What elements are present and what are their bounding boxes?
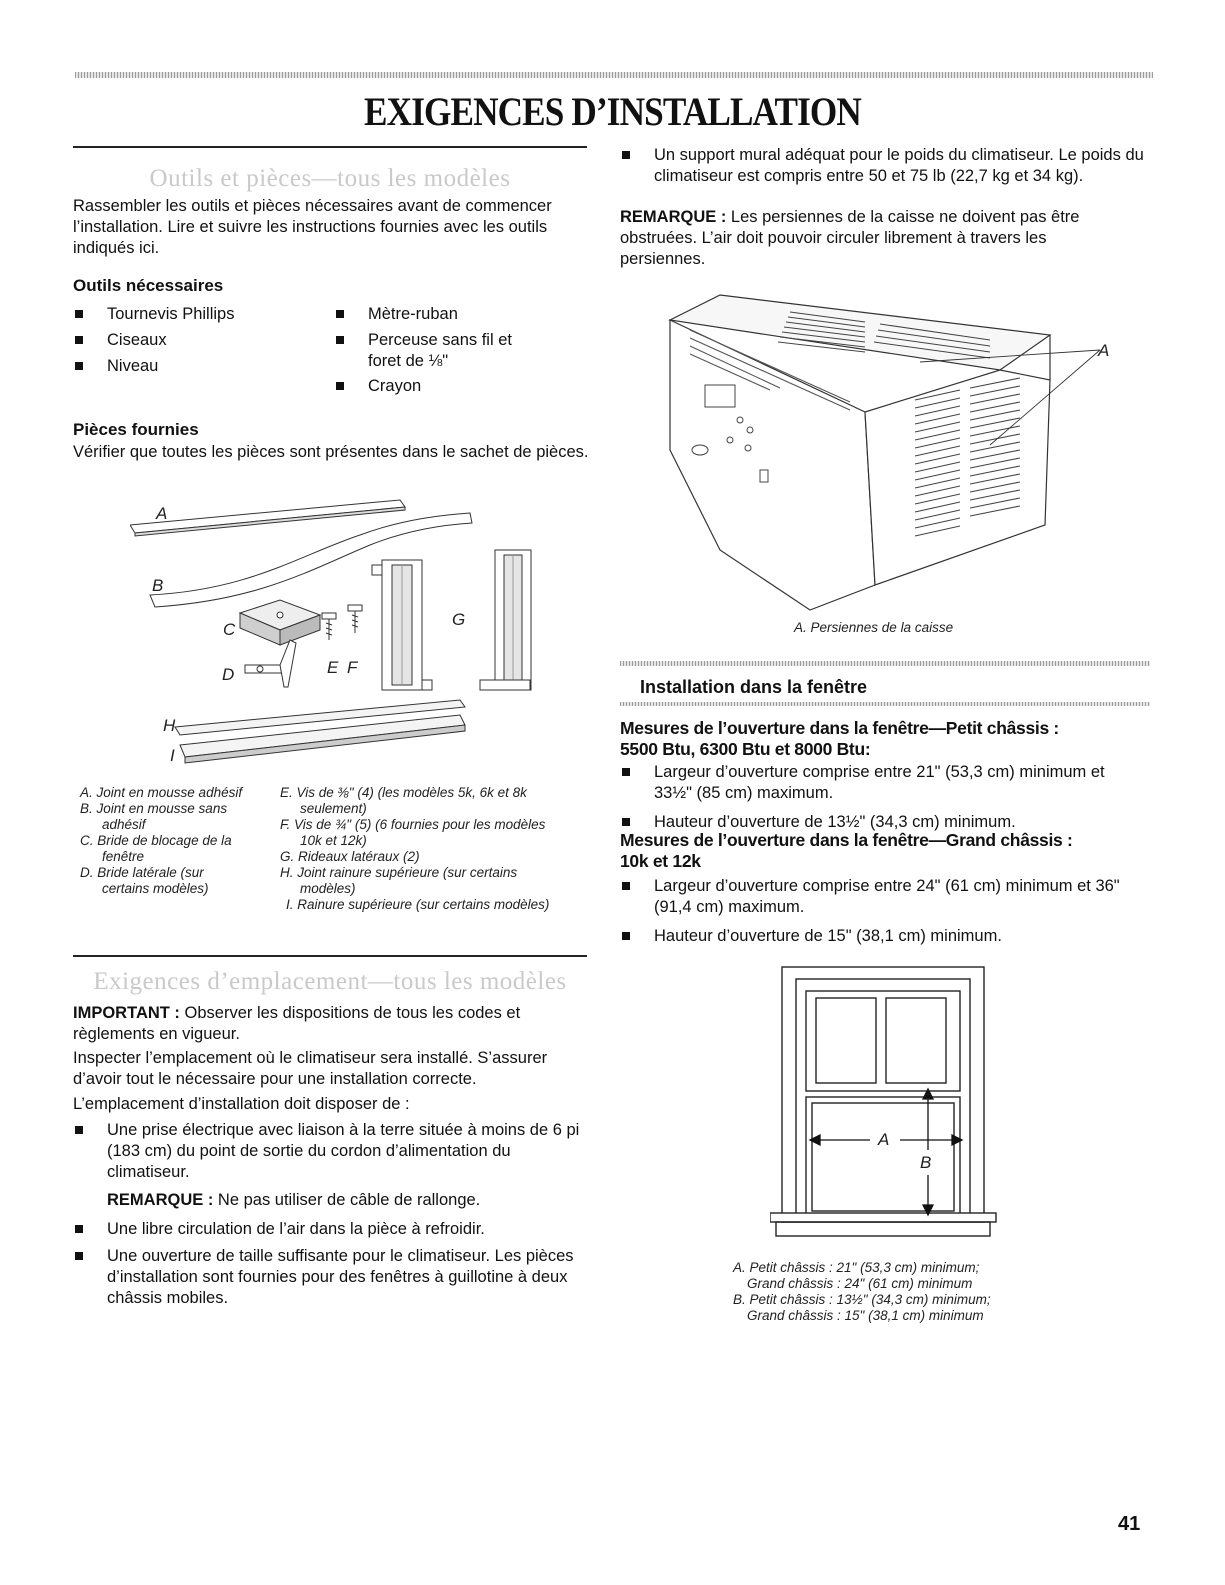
wall-support-item: Un support mural adéquat pour le poids du climatiseur. Le poids du climatiseur est compris entre 50 et 75 lb (22,7 kg et 34 kg). bbox=[620, 145, 1154, 187]
part-label-i: I bbox=[170, 746, 175, 765]
caption-line: adhésif bbox=[102, 817, 146, 832]
inspect-paragraph: Inspecter l’emplacement où le climatiseur sera installé. S’assurer d’avoir tout le nécessaire pour une installation correcte. bbox=[73, 1049, 548, 1088]
list-item: Une prise électrique avec liaison à la terre située à moins de 6 pi (183 cm) du point de sortie du cordon d’alimentation du climatiseur. bbox=[73, 1120, 587, 1183]
tools-section-rule bbox=[73, 146, 587, 148]
list-item: Hauteur d’ouverture de 15" (38,1 cm) minimum. bbox=[620, 926, 1125, 947]
caption-line: seulement) bbox=[300, 801, 367, 816]
window-diagram bbox=[770, 965, 1000, 1240]
part-g-curtain-left bbox=[372, 560, 432, 690]
list-item bbox=[334, 330, 584, 372]
part-label-e: E bbox=[327, 658, 339, 677]
caption-line: fenêtre bbox=[102, 849, 145, 864]
location-requirements-list bbox=[73, 1120, 587, 1309]
extension-cord-note bbox=[73, 1190, 587, 1211]
list-item: Largeur d’ouverture comprise entre 24" (61 cm) minimum et 36" (91,4 cm) maximum. bbox=[620, 876, 1125, 918]
tools-list-col1 bbox=[73, 304, 313, 377]
caption-line: I. Rainure supérieure (sur certains modèles) bbox=[286, 897, 550, 912]
part-a-foam-strip bbox=[130, 500, 405, 533]
part-c-bracket bbox=[240, 600, 320, 645]
part-label-g: G bbox=[452, 610, 466, 629]
caption-line: H. Joint rainure supérieure (sur certains bbox=[280, 865, 518, 880]
parts-captions-col2 bbox=[280, 785, 600, 913]
part-label-f: F bbox=[347, 658, 358, 677]
louver-note bbox=[620, 207, 1130, 270]
small-chassis-heading bbox=[620, 718, 1140, 760]
caption-line: A. Joint en mousse adhésif bbox=[80, 785, 243, 800]
note-text: Les persiennes de la caisse ne doivent pas être obstruées. L’air doit pouvoir circuler librement à travers les persiennes. bbox=[620, 208, 1080, 268]
window-label-a: A bbox=[878, 1130, 890, 1149]
caption-line: modèles) bbox=[300, 881, 356, 896]
parts-heading: Pièces fournies bbox=[73, 420, 199, 439]
important-paragraph bbox=[73, 1003, 588, 1045]
caption-line: B. Joint en mousse sans bbox=[80, 801, 228, 816]
location-section-title: Exigences d’emplacement—tous les modèles bbox=[93, 968, 567, 995]
large-chassis-heading bbox=[620, 830, 1140, 872]
page-title: EXIGENCES D’INSTALLATION bbox=[364, 89, 861, 134]
heading-line: Mesures de l’ouverture dans la fenêtre—Grand châssis : bbox=[620, 830, 1073, 850]
important-text: Observer les dispositions de tous les codes et règlements en vigueur. bbox=[73, 1004, 521, 1043]
caption-line: Grand châssis : 24" (61 cm) minimum bbox=[747, 1276, 973, 1291]
heading-line: 5500 Btu, 6300 Btu et 8000 Btu: bbox=[620, 739, 871, 759]
list-item: Crayon bbox=[334, 376, 584, 397]
tools-list-col2 bbox=[334, 304, 584, 397]
part-ef-screws bbox=[322, 605, 362, 640]
list-item: Une libre circulation de l’air dans la pièce à refroidir. bbox=[73, 1219, 587, 1240]
location-section-rule bbox=[73, 955, 587, 957]
note-text: Ne pas utiliser de câble de rallonge. bbox=[213, 1191, 481, 1209]
caption-line: D. Bride latérale (sur bbox=[80, 865, 204, 880]
list-item: Mètre-ruban bbox=[334, 304, 584, 325]
important-label: IMPORTANT : bbox=[73, 1004, 180, 1022]
page-number: 41 bbox=[1118, 1513, 1141, 1535]
part-label-b: B bbox=[152, 576, 164, 595]
window-install-hatch-top bbox=[620, 661, 1150, 666]
dimension-arrows bbox=[810, 1089, 962, 1215]
caption-line: F. Vis de ¾" (5) (6 fournies pour les modèles bbox=[280, 817, 546, 832]
part-label-h: H bbox=[163, 716, 176, 735]
location-must-paragraph: L’emplacement d’installation doit disposer de : bbox=[73, 1095, 410, 1113]
list-item: Niveau bbox=[73, 356, 313, 377]
caption-line: E. Vis de ⅜" (4) (les modèles 5k, 6k et 8k bbox=[280, 785, 527, 800]
part-label-c: C bbox=[223, 620, 236, 639]
small-chassis-list bbox=[620, 762, 1125, 833]
caption-line: G. Rideaux latéraux (2) bbox=[280, 849, 420, 864]
caption-line: C. Bride de blocage de la bbox=[80, 833, 232, 848]
list-item: Largeur d’ouverture comprise entre 21" (53,3 cm) minimum et 33½" (85 cm) maximum. bbox=[620, 762, 1125, 804]
tools-section-title: Outils et pièces—tous les modèles bbox=[149, 165, 511, 192]
window-caption bbox=[733, 1260, 1063, 1324]
caption-line: Grand châssis : 15" (38,1 cm) minimum bbox=[747, 1308, 984, 1323]
heading-line: 10k et 12k bbox=[620, 851, 701, 871]
note-label: REMARQUE : bbox=[620, 208, 727, 226]
caption-line: A. Petit châssis : 21" (53,3 cm) minimum; bbox=[733, 1260, 980, 1275]
parts-intro: Vérifier que toutes les pièces sont présentes dans le sachet de pièces. bbox=[73, 443, 589, 461]
parts-diagram bbox=[130, 495, 550, 770]
list-item: Une ouverture de taille suffisante pour le climatiseur. Les pièces d’installation sont fournies pour des fenêtres à guillotine à deux châssis mobiles. bbox=[73, 1246, 587, 1309]
parts-captions-col1 bbox=[80, 785, 280, 897]
ac-label-a: A bbox=[1098, 341, 1110, 360]
part-d-bracket bbox=[245, 640, 296, 687]
window-install-heading: Installation dans la fenêtre bbox=[640, 677, 868, 697]
part-label-a: A bbox=[156, 504, 168, 523]
window-install-hatch-bottom bbox=[620, 702, 1150, 706]
caption-line: B. Petit châssis : 13½" (34,3 cm) minimum; bbox=[733, 1292, 991, 1307]
window-label-b: B bbox=[920, 1153, 932, 1172]
caption-line: certains modèles) bbox=[102, 881, 209, 896]
top-hatch-band bbox=[75, 72, 1153, 78]
large-chassis-list bbox=[620, 876, 1125, 947]
list-item-line: Perceuse sans fil et bbox=[368, 331, 512, 349]
list-item: Tournevis Phillips bbox=[73, 304, 313, 325]
ac-front-panel bbox=[670, 320, 875, 610]
part-label-d: D bbox=[222, 665, 235, 684]
list-item: Hauteur d’ouverture de 13½" (34,3 cm) minimum. bbox=[620, 812, 1125, 833]
heading-line: Mesures de l’ouverture dans la fenêtre—Petit châssis : bbox=[620, 718, 1059, 738]
list-item: Ciseaux bbox=[73, 330, 313, 351]
ac-side-panel bbox=[865, 370, 1050, 585]
caption-line: 10k et 12k) bbox=[300, 833, 367, 848]
ac-caption: A. Persiennes de la caisse bbox=[794, 620, 954, 635]
ac-unit-illustration bbox=[660, 290, 1120, 615]
list-item-line: foret de ⅛" bbox=[368, 352, 449, 370]
tools-needed-heading: Outils nécessaires bbox=[73, 276, 224, 295]
tools-intro: Rassembler les outils et pièces nécessaires avant de commencer l’installation. Lire et suivre les instructions fournies avec les outils indiqués ici. bbox=[73, 197, 552, 257]
part-g-curtain-right bbox=[480, 550, 531, 690]
note-label: REMARQUE : bbox=[107, 1191, 214, 1209]
